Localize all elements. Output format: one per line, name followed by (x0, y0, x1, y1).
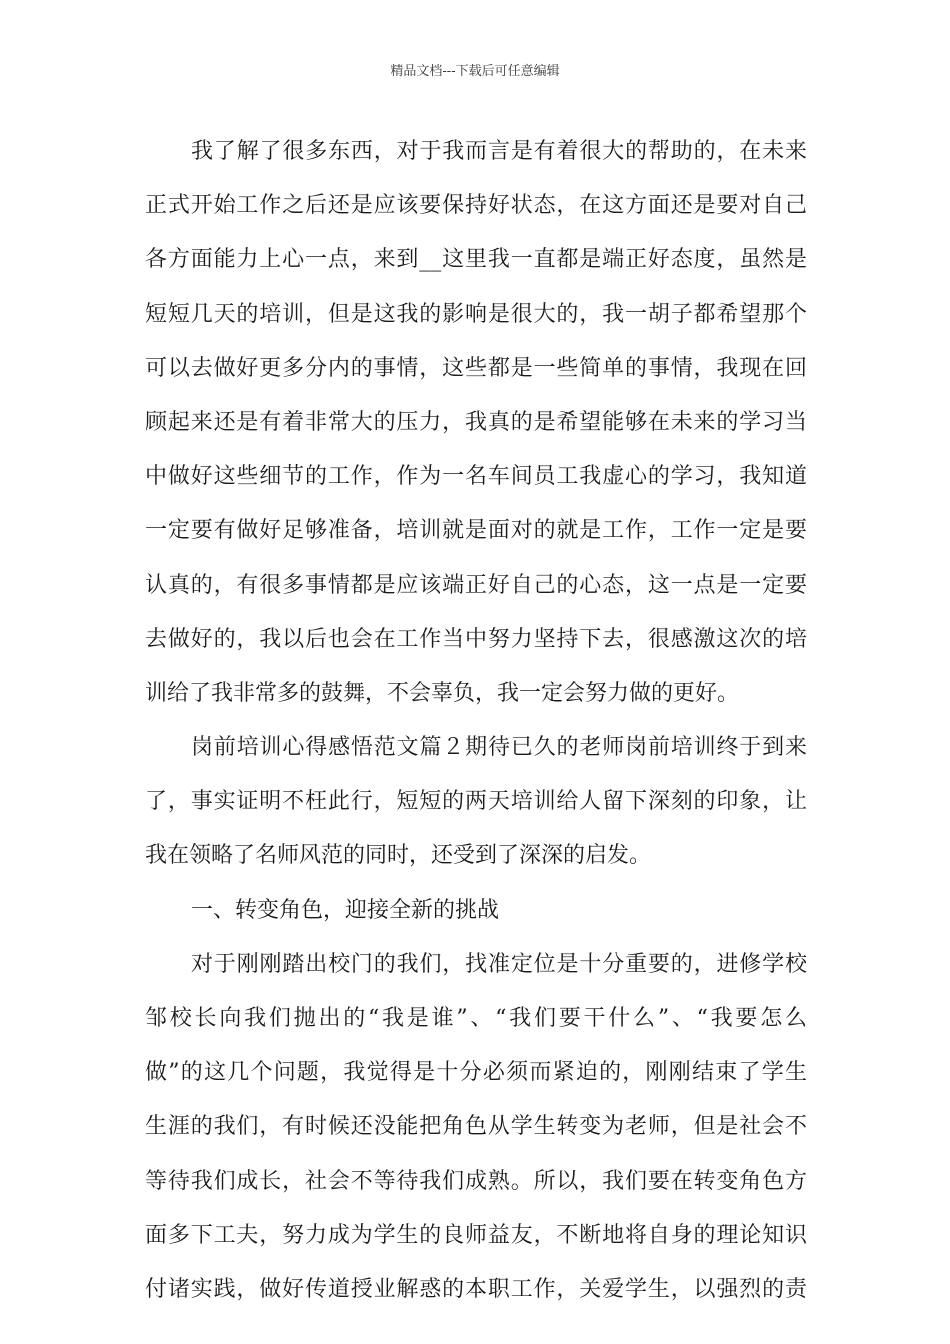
page-header: 精品文档---下载后可任意编辑 (390, 64, 560, 79)
text-line: 生涯的我们，有时候还没能把角色从学生转变为老师，但是社会不 (145, 1114, 807, 1140)
text-line: 中做好这些细节的工作，作为一名车间员工我虚心的学习，我知道 (145, 464, 807, 490)
text-line: 面多下工夫，努力成为学生的良师益友，不断地将自身的理论知识 (145, 1222, 807, 1248)
text-line: 去做好的，我以后也会在工作当中努力坚持下去，很感激这次的培 (145, 626, 807, 652)
text-line: 训给了我非常多的鼓舞，不会辜负，我一定会努力做的更好。 (145, 680, 740, 706)
text-line: 认真的，有很多事情都是应该端正好自己的心态，这一点是一定要 (145, 572, 807, 598)
text-line: 我了解了很多东西，对于我而言是有着很大的帮助的，在未来 (191, 139, 807, 164)
text-line: 岗前培训心得感悟范文篇２期待已久的老师岗前培训终于到来 (191, 735, 807, 761)
text-line: 正式开始工作之后还是应该要保持好状态，在这方面还是要对自己 (145, 193, 807, 219)
text-line: 了，事实证明不枉此行，短短的两天培训给人留下深刻的印象，让 (145, 789, 807, 815)
text-line: 一定要有做好足够准备，培训就是面对的就是工作，工作一定是要 (145, 518, 807, 544)
text-line: 各方面能力上心一点，来到__这里我一直都是端正好态度，虽然是 (145, 247, 807, 273)
text-line: 等待我们成长，社会不等待我们成熟。所以，我们要在转变角色方 (145, 1168, 807, 1194)
text-line: 对于刚刚踏出校门的我们，找准定位是十分重要的，进修学校 (191, 951, 807, 977)
section-heading: 一、转变角色，迎接全新的挑战 (191, 897, 500, 923)
text-line: 顾起来还是有着非常大的压力，我真的是希望能够在未来的学习当 (145, 409, 807, 435)
text-line: 可以去做好更多分内的事情，这些都是一些简单的事情，我现在回 (145, 355, 807, 381)
text-line: 邹校长向我们抛出的“我是谁”、“我们要干什么”、“我要怎么 (145, 1006, 807, 1031)
text-line: 付诸实践，做好传道授业解惑的本职工作，关爱学生，以强烈的责 (145, 1276, 807, 1302)
text-line: 我在领略了名师风范的同时，还受到了深深的启发。 (145, 843, 652, 869)
text-line: 做”的这几个问题，我觉得是十分必须而紧迫的，刚刚结束了学生 (145, 1060, 807, 1086)
document-body (145, 125, 807, 1317)
text-line: 短短几天的培训，但是这我的影响是很大的，我一胡子都希望那个 (145, 301, 807, 327)
